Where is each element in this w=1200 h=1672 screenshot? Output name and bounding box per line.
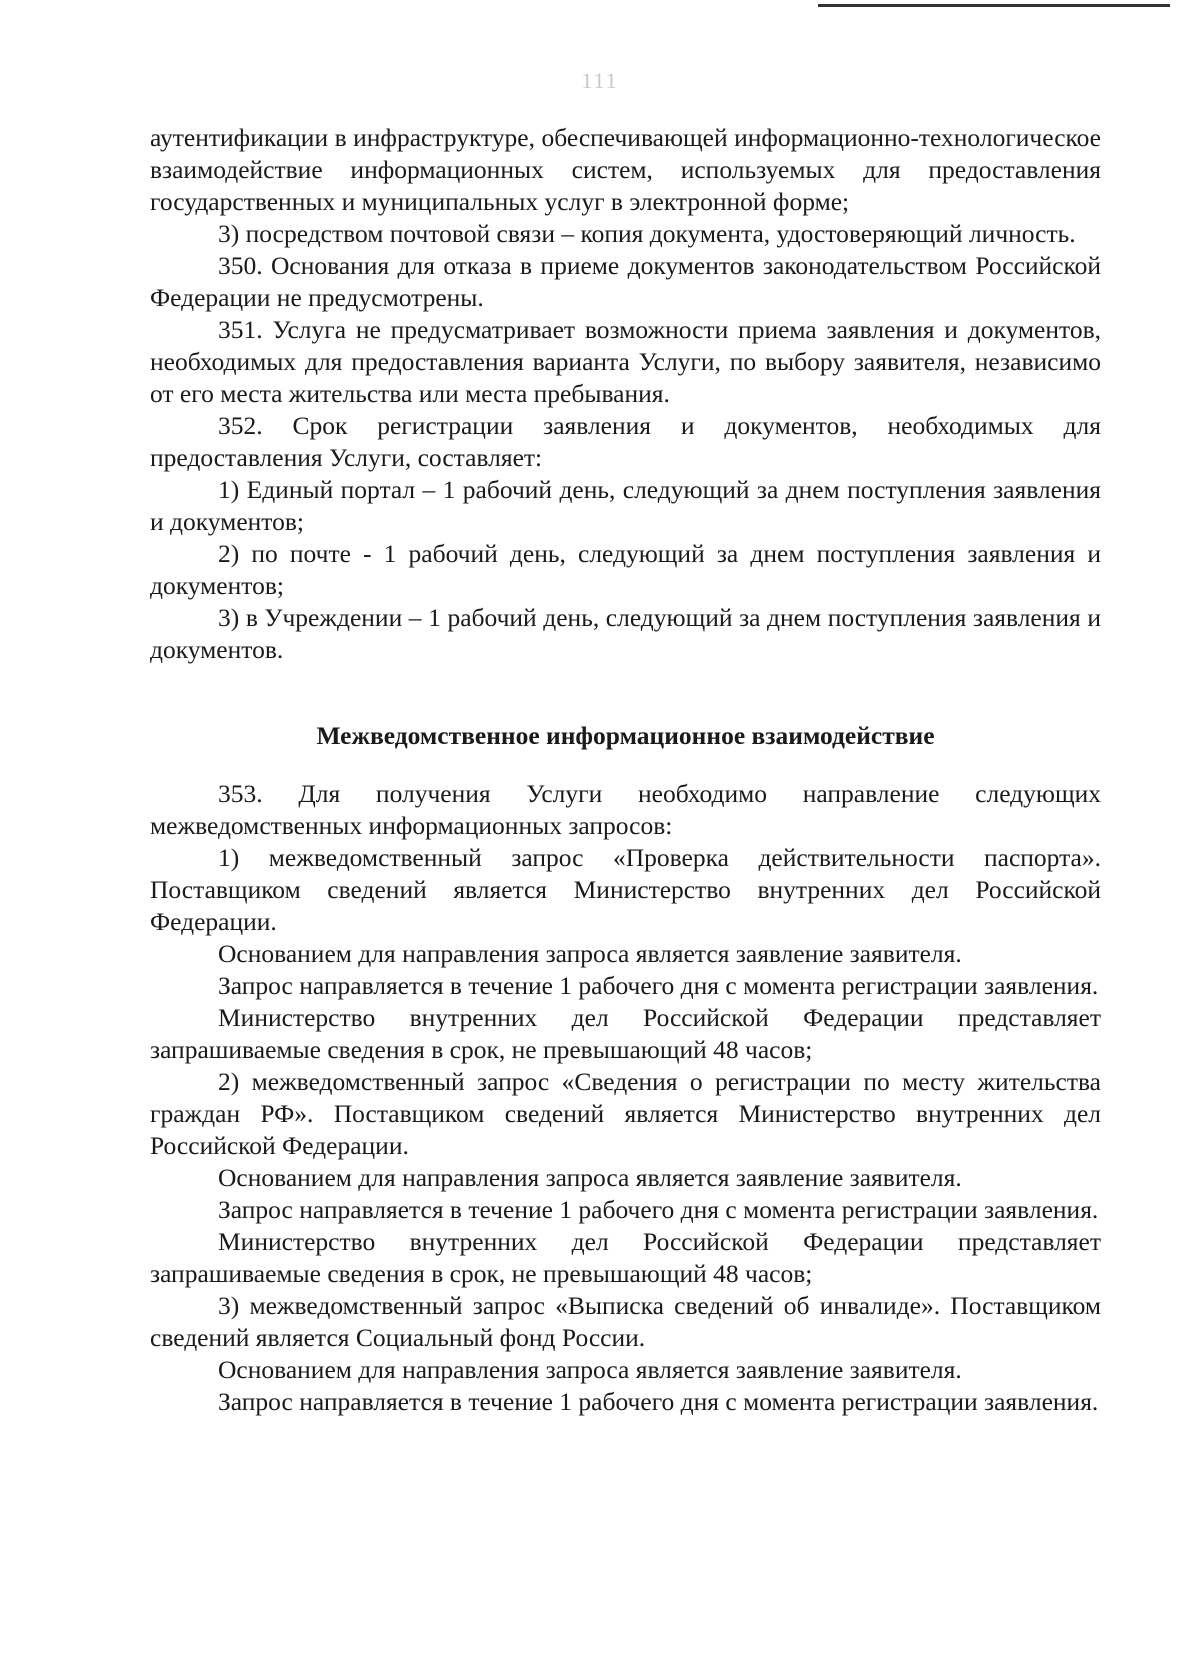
paragraph: 3) посредством почтовой связи – копия документа, удостоверяющий личность. bbox=[218, 219, 1076, 248]
paragraph: Основанием для направления запроса является заявление заявителя. bbox=[218, 1355, 962, 1384]
section-heading: Межведомственное информационное взаимодействие bbox=[316, 721, 935, 750]
document-body bbox=[150, 122, 1101, 1418]
top-rule bbox=[818, 4, 1170, 7]
paragraph: 1) межведомственный запрос «Проверка действительности паспорта». Поставщиком сведений является Министерство внутренних дел Российской Федерации. bbox=[150, 843, 1101, 936]
paragraph: аутентификации в инфраструктуре, обеспечивающей информационно-технологическое взаимодействие информационных систем, используемых для предоставления государственных и муниципальных услуг в электронной форме; bbox=[150, 123, 1101, 216]
paragraph: 2) по почте - 1 рабочий день, следующий за днем поступления заявления и документов; bbox=[150, 539, 1101, 600]
paragraph: 3) в Учреждении – 1 рабочий день, следующий за днем поступления заявления и документов. bbox=[150, 603, 1101, 664]
paragraph: 1) Единый портал – 1 рабочий день, следующий за днем поступления заявления и документов; bbox=[150, 475, 1101, 536]
paragraph: 350. Основания для отказа в приеме документов законодательством Российской Федерации не предусмотрены. bbox=[150, 251, 1101, 312]
paragraph: Министерство внутренних дел Российской Федерации представляет запрашиваемые сведения в срок, не превышающий 48 часов; bbox=[150, 1227, 1101, 1288]
paragraph: Основанием для направления запроса является заявление заявителя. bbox=[218, 1163, 962, 1192]
paragraph: Министерство внутренних дел Российской Федерации представляет запрашиваемые сведения в срок, не превышающий 48 часов; bbox=[150, 1003, 1101, 1064]
paragraphs-top bbox=[150, 122, 1101, 666]
paragraph: Основанием для направления запроса является заявление заявителя. bbox=[218, 939, 962, 968]
paragraph: Запрос направляется в течение 1 рабочего дня с момента регистрации заявления. bbox=[218, 1195, 1099, 1224]
paragraph: 351. Услуга не предусматривает возможности приема заявления и документов, необходимых для предоставления варианта Услуги, по выбору заявителя, независимо от его места жительства или места пребывания. bbox=[150, 315, 1101, 408]
paragraphs-bottom bbox=[150, 778, 1101, 1418]
paragraph: 2) межведомственный запрос «Сведения о регистрации по месту жительства граждан РФ». Поставщиком сведений является Министерство внутренних дел Российской Федерации. bbox=[150, 1067, 1101, 1160]
paragraph: Запрос направляется в течение 1 рабочего дня с момента регистрации заявления. bbox=[218, 971, 1099, 1000]
page-number: 111 bbox=[581, 68, 619, 93]
paragraph: 3) межведомственный запрос «Выписка сведений об инвалиде». Поставщиком сведений является Социальный фонд России. bbox=[150, 1291, 1101, 1352]
paragraph: 353. Для получения Услуги необходимо направление следующих межведомственных информационных запросов: bbox=[150, 779, 1101, 840]
paragraph: 352. Срок регистрации заявления и документов, необходимых для предоставления Услуги, составляет: bbox=[150, 411, 1101, 472]
paragraph: Запрос направляется в течение 1 рабочего дня с момента регистрации заявления. bbox=[218, 1387, 1099, 1416]
